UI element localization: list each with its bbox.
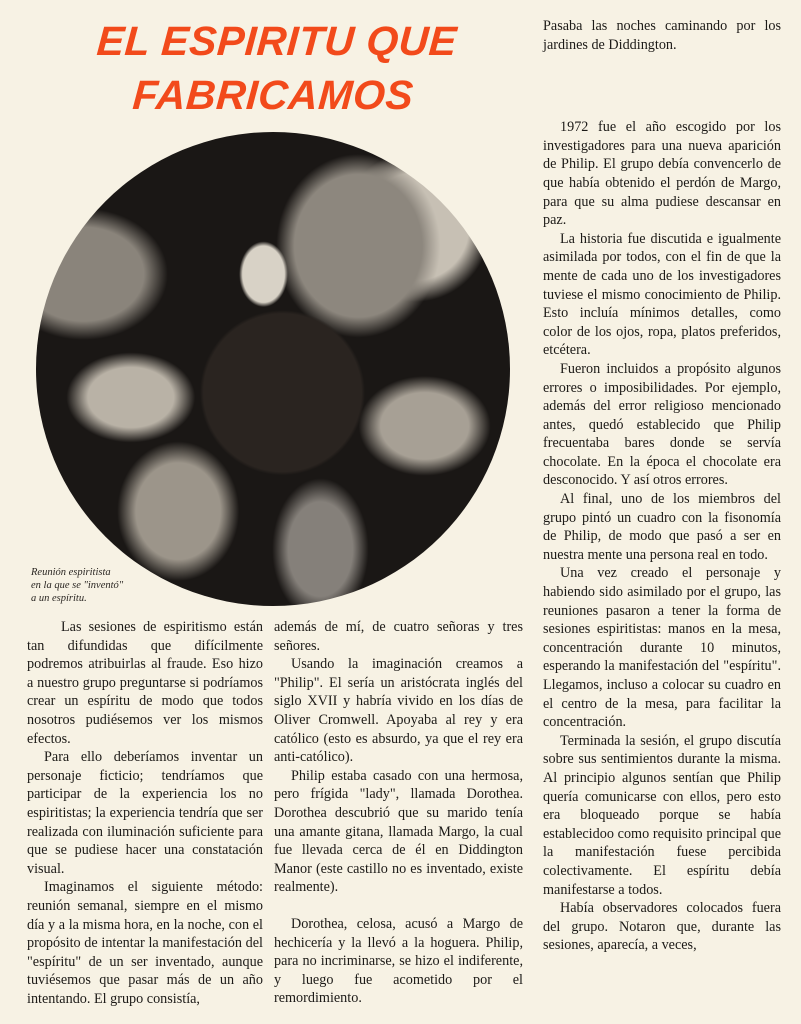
column-1 <box>27 618 263 1008</box>
paragraph: Una vez creado el personaje y habiendo sido asimilado por el grupo, las reuniones pasaron a tener la forma de sesiones espiritistas: manos en la mesa, concentración durante 10 minutos, esperando la manifestación del "espíritu". Llegamos, incluso a colocar su cuadro en el centro de la mesa, para facilitar la concentración. <box>543 565 781 731</box>
title-line-2: FABRICAMOS <box>131 72 416 118</box>
paragraph: Dorothea, celosa, acusó a Margo de hechicería y la llevó a la hoguera. Philip, para no incriminarse, se hizo el indiferente, y luego fue acometido por el remordimiento. <box>274 915 523 1007</box>
paragraph: Pasaba las noches caminando por los jardines de Diddington. <box>543 18 781 53</box>
paragraph: Las sesiones de espiritismo están tan difundidas que difícilmente podremos atribuirlas al fraude. Eso hizo a nuestro grupo preguntarse si podríamos crear un espíritu de modo que todos nosotros pudiésemos ver los mismos efectos. <box>27 619 263 747</box>
paragraph: además de mí, de cuatro señoras y tres señores. <box>274 619 523 654</box>
paragraph: Para ello deberíamos inventar un personaje ficticio; tendríamos que participar de la experiencia los no espiritistas; la experiencia tendría que ser realizada con iluminación suficiente para que se pudiese hacer una constatación visual. <box>27 749 263 877</box>
paragraph: Usando la imaginación creamos a "Philip". El sería un aristócrata inglés del siglo XVII y habría vivido en los días de Oliver Cromwell. Apoyaba al rey y era católico (esto es absurdo, ya que el rey era anti-católico). <box>274 656 523 766</box>
paragraph: Terminada la sesión, el grupo discutía sobre sus sentimientos durante la misma. Al principio algunos sentían que Philip quería comunicarse con ellos, pero esto era bloqueado porque se había establecidoo como requisito principal que la manifestación fuese percibida colectivamente. El espíritu debía manifestarse a todos. <box>543 732 781 898</box>
paragraph: Al final, uno de los miembros del grupo pintó un cuadro con la fisonomía de Philip, de modo que pasó a ser en nuestra mente una persona real en todo. <box>543 491 781 563</box>
column-2 <box>274 618 523 1008</box>
article-title <box>36 14 514 122</box>
caption-line: Reunión espiritista <box>31 567 111 578</box>
caption-line: a un espíritu. <box>31 593 87 604</box>
paragraph: Imaginamos el siguiente método: reunión semanal, siempre en el mismo día y a la misma hora, en la noche, con el propósito de intentar la manifestación del "espíritu" de un ser inventado, aunque tuviésemos que pasar más de un año intentando. El grupo consistía, <box>27 879 263 1007</box>
photo-caption <box>31 566 171 605</box>
seance-photo <box>36 132 510 606</box>
title-line-1: EL ESPIRITU QUE <box>95 18 459 64</box>
caption-line: en la que se "inventó" <box>31 580 124 591</box>
paragraph: Philip estaba casado con una hermosa, pero frígida "lady", llamada Dorothea. Dorothea descubrió que su marido tenía una amante gitana, llamada Margo, la cual fue llevada cerca de él en Diddington Manor (este castillo no es inventado, existe realmente). <box>274 767 523 896</box>
column-3 <box>543 17 781 955</box>
paragraph: La historia fue discutida e igualmente asimilada por todos, con el fin de que la mente de cada uno de los investigadores tuviese el mismo conocimiento de Philip. Esto incluía mínimos detalles, como color de los ojos, ropa, platos preferidos, etcétera. <box>543 230 781 359</box>
paragraph: Había observadores colocados fuera del grupo. Notaron que, durante las sesiones, aparecía, a veces, <box>543 900 781 954</box>
paragraph: Fueron incluidos a propósito algunos errores o imposibilidades. Por ejemplo, además del error religioso mencionado antes, quedó establecido que Philip frecuentaba bares donde se servía chocolate. En la época el chocolate era desconocido. Y así otros errores. <box>543 360 781 489</box>
paragraph: 1972 fue el año escogido por los investigadores para una nueva aparición de Philip. El grupo debía convencerlo de que había obtenido el perdón de Margo, para que su alma pudiese descansar en paz. <box>543 119 781 229</box>
